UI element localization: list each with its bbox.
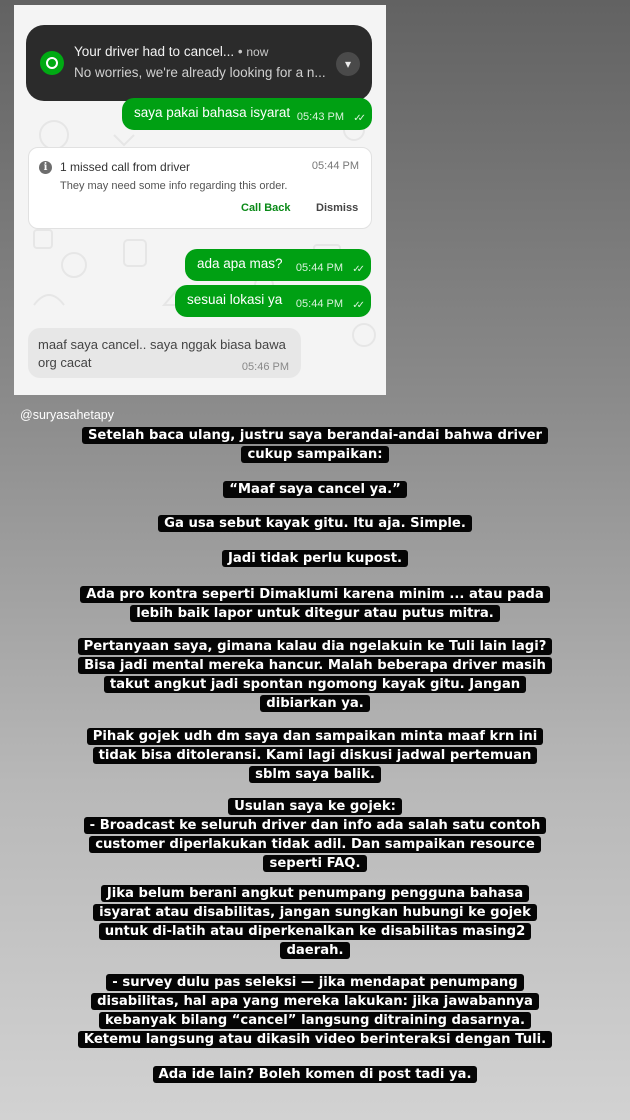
- notification-title-line: [74, 44, 268, 59]
- caption-text: Ada ide lain? Boleh komen di post tadi ya.: [153, 1066, 478, 1083]
- message-text: ada apa mas?: [197, 256, 283, 271]
- notification-separator: •: [234, 44, 247, 59]
- message-time: 05:44 PM: [295, 262, 343, 274]
- message-text: maaf saya cancel.. saya nggak biasa bawa org cacat: [38, 337, 286, 370]
- author-handle[interactable]: @suryasahetapy: [20, 408, 114, 422]
- message-text: sesuai lokasi ya: [187, 292, 283, 307]
- call-back-button[interactable]: Call Back: [241, 202, 291, 214]
- message-time: 05:46 PM: [241, 361, 289, 373]
- outgoing-message-2: [185, 249, 371, 281]
- caption-text: “Maaf saya cancel ya.”: [223, 481, 407, 498]
- caption-text: Ada pro kontra seperti Dimaklumi karena minim ... atau pada lebih baik lapor untuk ditegur atau putus mitra.: [80, 586, 550, 622]
- caption-text: Ga usa sebut kayak gitu. Itu aja. Simple.: [158, 515, 472, 532]
- caption-text: Jadi tidak perlu kupost.: [222, 550, 408, 567]
- message-time: 05:43 PM: [296, 111, 344, 123]
- caption-text: Jika belum berani angkut penumpang pengguna bahasa isyarat atau disabilitas, jangan sungkan hubungi ke gojek untuk di-latih atau diperkenalkan ke disabilitas masing2 daerah.: [93, 885, 537, 959]
- dismiss-button[interactable]: Dismiss: [316, 202, 359, 214]
- caption-text: Pihak gojek udh dm saya dan sampaikan minta maaf krn ini tidak bisa ditoleransi. Kami lagi diskusi jadwal pertemuan sblm saya balik.: [87, 728, 543, 783]
- caption-text: Setelah baca ulang, justru saya berandai-andai bahwa driver cukup sampaikan:: [82, 427, 548, 463]
- info-icon: i: [39, 161, 52, 174]
- caption-text: Usulan saya ke gojek: - Broadcast ke seluruh driver dan info ada salah satu contoh customer diperlakukan tidak adil. Dan sampaikan resource seperti FAQ.: [84, 798, 547, 872]
- chevron-down-icon[interactable]: ▾: [336, 52, 360, 76]
- message-text: saya pakai bahasa isyarat: [134, 105, 291, 120]
- missed-call-time: 05:44 PM: [311, 160, 359, 172]
- push-notification[interactable]: [26, 25, 372, 101]
- caption-block: [0, 973, 630, 1049]
- caption-block: [0, 637, 630, 713]
- caption-block: [0, 727, 630, 784]
- caption-block: [0, 884, 630, 960]
- missed-call-subtitle: They may need some info regarding this order.: [60, 180, 288, 192]
- message-time: 05:44 PM: [295, 298, 343, 310]
- outgoing-message-1: [122, 98, 372, 130]
- missed-call-title: 1 missed call from driver: [60, 160, 191, 174]
- notification-time: now: [246, 45, 269, 59]
- caption-block: [0, 514, 630, 533]
- notification-title: Your driver had to cancel...: [74, 44, 235, 59]
- double-check-icon: ✓✓: [353, 113, 362, 124]
- caption-block: [0, 480, 630, 499]
- caption-text: - survey dulu pas seleksi — jika mendapat penumpang disabilitas, hal apa yang mereka lakukan: jika jawabannya kebanyak bilang “cancel” langsung ditraining dasarnya. Ketemu langsung atau dikasih video berinteraksi dengan Tuli.: [78, 974, 552, 1048]
- caption-block: [0, 426, 630, 464]
- notification-body: No worries, we're already looking for a n...: [74, 65, 326, 80]
- caption-block: [0, 549, 630, 568]
- caption-text: Pertanyaan saya, gimana kalau dia ngelakuin ke Tuli lain lagi? Bisa jadi mental mereka hancur. Malah beberapa driver masih takut angkut jadi spontan ngomong kayak gitu. Jangan dibiarkan ya.: [78, 638, 553, 712]
- incoming-message: [28, 328, 301, 378]
- chat-screenshot: [14, 5, 386, 395]
- double-check-icon: ✓✓: [352, 300, 361, 311]
- missed-call-card: [28, 147, 372, 229]
- caption-block: [0, 585, 630, 623]
- caption-block: [0, 797, 630, 873]
- double-check-icon: ✓✓: [352, 264, 361, 275]
- caption-block: [0, 1065, 630, 1084]
- gojek-app-icon: [40, 51, 64, 75]
- outgoing-message-3: [175, 285, 371, 317]
